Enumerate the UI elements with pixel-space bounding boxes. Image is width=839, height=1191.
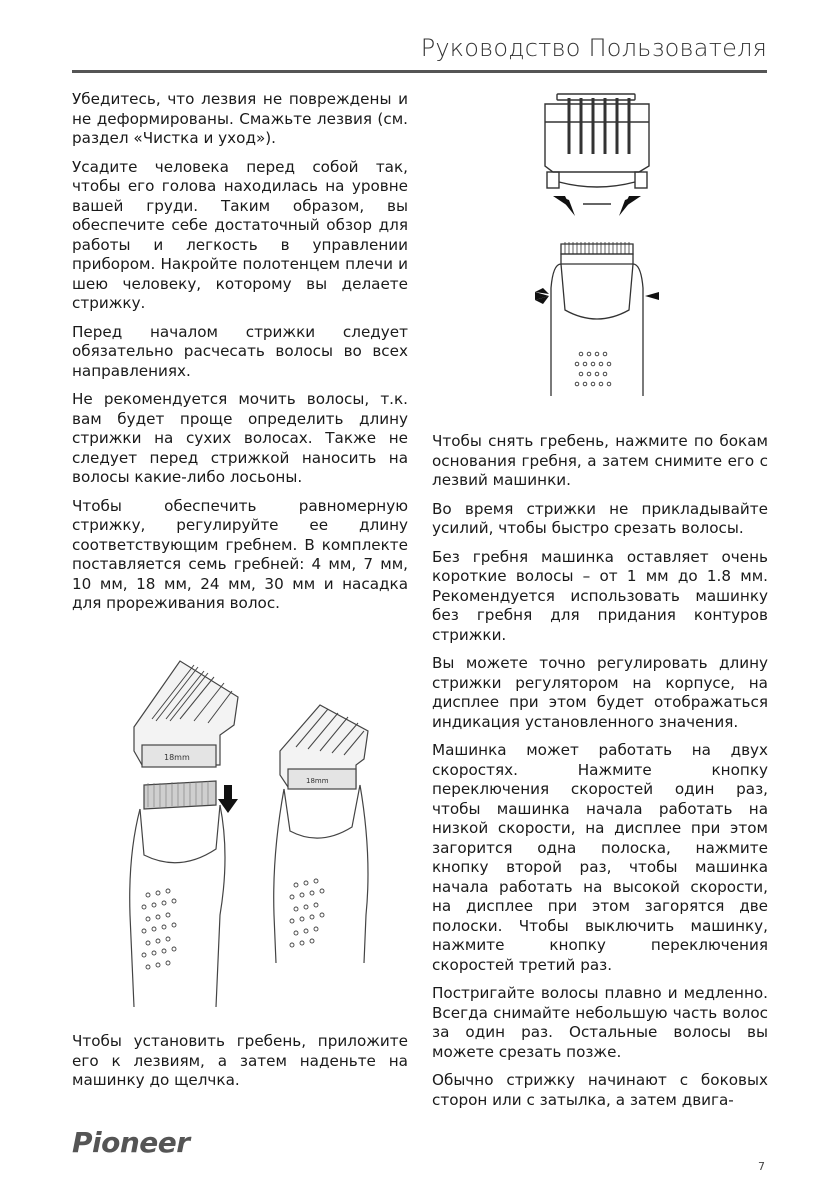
left-text-column bbox=[72, 90, 408, 623]
paragraph: Убедитесь, что лезвия не повреждены и не деформированы. Смажьте лезвия (см. раздел «Чистка и уход»). bbox=[72, 90, 408, 147]
page-header-title: Руководство Пользователя bbox=[420, 34, 767, 62]
right-text-column bbox=[432, 432, 768, 1119]
header-divider bbox=[72, 70, 767, 73]
paragraph: Чтобы обеспечить равномерную стрижку, регулируйте ее длину соответствующим гребнем. В комплекте поставляется семь гребней: 4 мм, 7 мм, 10 мм, 18 мм, 24 мм, 30 мм и насадка для прореживания волос. bbox=[72, 496, 408, 612]
page-number: 7 bbox=[758, 1160, 765, 1173]
comb-size-label: 18mm bbox=[164, 753, 190, 762]
paragraph: Чтобы снять гребень, нажмите по бокам основания гребня, а затем снимите его с лезвий машинки. bbox=[432, 432, 768, 489]
comb-size-label-2: 18mm bbox=[306, 777, 329, 785]
comb-install-illustration bbox=[120, 655, 390, 1015]
paragraph: Усадите человека перед собой так, чтобы его голова находилась на уровне вашей груди. Таким образом, вы обеспечите себе достаточный обзор для работы и легкость в управлении прибором. Накройте полотенцем плечи и шею человеку, которому вы делаете стрижку. bbox=[72, 157, 408, 312]
paragraph: Машинка может работать на двух скоростях. Нажмите кнопку переключения скоростей один раз, чтобы машинка начала работать на низкой скорости, на дисплее при этом загорится одна полоска, нажмите кнопку второй раз, чтобы машинка начала работать на высокой скорости, на дисплее при этом загорятся две полоски. Чтобы выключить машинку, нажмите кнопку переключения скоростей третий раз. bbox=[432, 741, 768, 974]
paragraph: Вы можете точно регулировать длину стрижки регулятором на корпусе, на дисплее при этом будет отображаться индикация установленного значения. bbox=[432, 654, 768, 731]
comb-removal-illustration bbox=[535, 92, 660, 404]
paragraph: Без гребня машинка оставляет очень короткие волосы – от 1 мм до 1.8 мм. Рекомендуется использовать машинку без гребня для придания контуров стрижки. bbox=[432, 547, 768, 644]
figure-caption: Чтобы установить гребень, приложите его к лезвиям, а затем наденьте на машинку до щелчка. bbox=[72, 1032, 408, 1089]
paragraph: Постригайте волосы плавно и медленно. Всегда снимайте небольшую часть волос за один раз. Остальные волосы вы можете срезать позже. bbox=[432, 984, 768, 1061]
paragraph: Обычно стрижку начинают с боковых сторон или с затылка, а затем двига- bbox=[432, 1071, 768, 1109]
paragraph: Во время стрижки не прикладывайте усилий, чтобы быстро срезать волосы. bbox=[432, 499, 768, 537]
paragraph: Перед началом стрижки следует обязательно расчесать волосы во всех направлениях. bbox=[72, 322, 408, 380]
paragraph: Не рекомендуется мочить волосы, т.к. вам будет проще определить длину стрижки на сухих волосах. Также не следует перед стрижкой наносить на волосы какие-либо лосьоны. bbox=[72, 390, 408, 486]
brand-logo: Pioneer bbox=[72, 1126, 190, 1159]
